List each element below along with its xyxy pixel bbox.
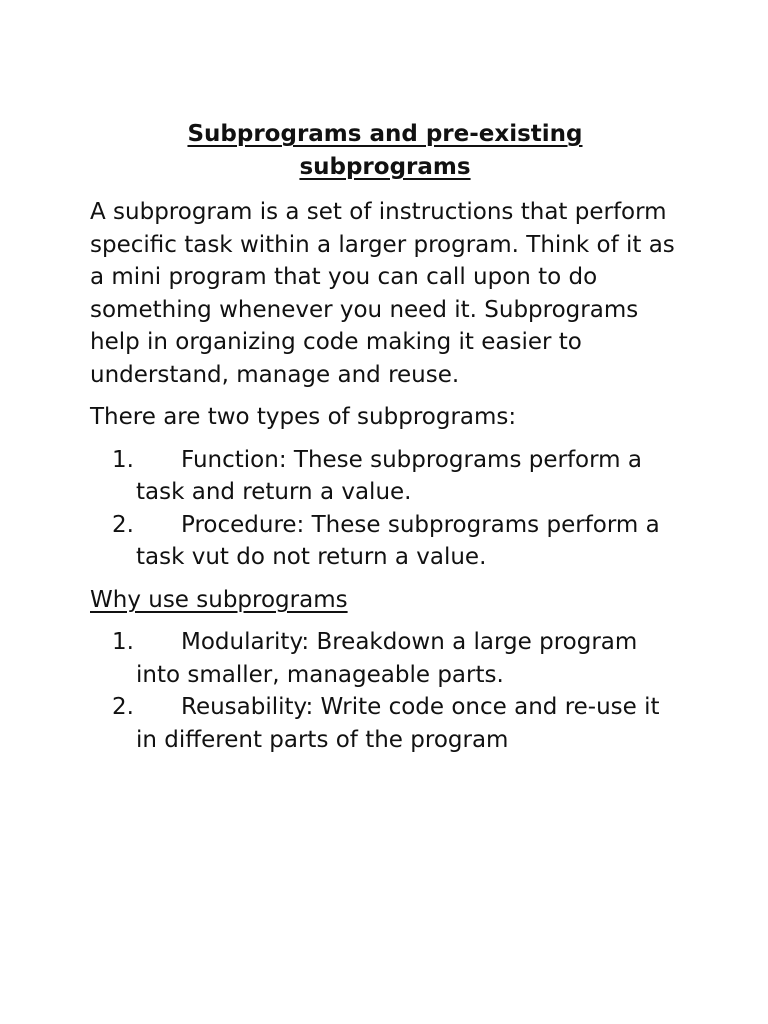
list-item-text: Modularity: Breakdown a large program into smaller, manageable parts. [136,629,638,688]
list-item [90,626,680,691]
document-page [90,118,680,766]
list-item-text: Function: These subprograms perform a task and return a value. [136,446,642,505]
list-item-text: Reusability: Write code once and re-use it in different parts of the program [136,694,660,753]
list-item [90,509,680,574]
list-item-number: 1. [112,446,134,473]
list-item-text: Procedure: These subprograms perform a task vut do not return a value. [136,511,660,570]
reasons-list [90,626,680,756]
list-item-number: 2. [112,511,134,538]
list-item-number: 2. [112,694,134,720]
why-heading: Why use subprograms [90,586,348,613]
list-item [90,691,680,756]
list-item-number: 1. [112,629,134,655]
types-list [90,444,680,574]
list-item [90,444,680,509]
document-title: Subprograms and pre-existing subprograms [187,121,583,180]
types-intro: There are two types of subprograms: [90,404,517,430]
intro-paragraph: A subprogram is a set of instructions that perform specific task within a larger program. Think of it as a mini program that you can call upon to do something whenever you need it. Subprograms help in organizing code making it easier to understand, manage and reuse. [90,199,675,388]
